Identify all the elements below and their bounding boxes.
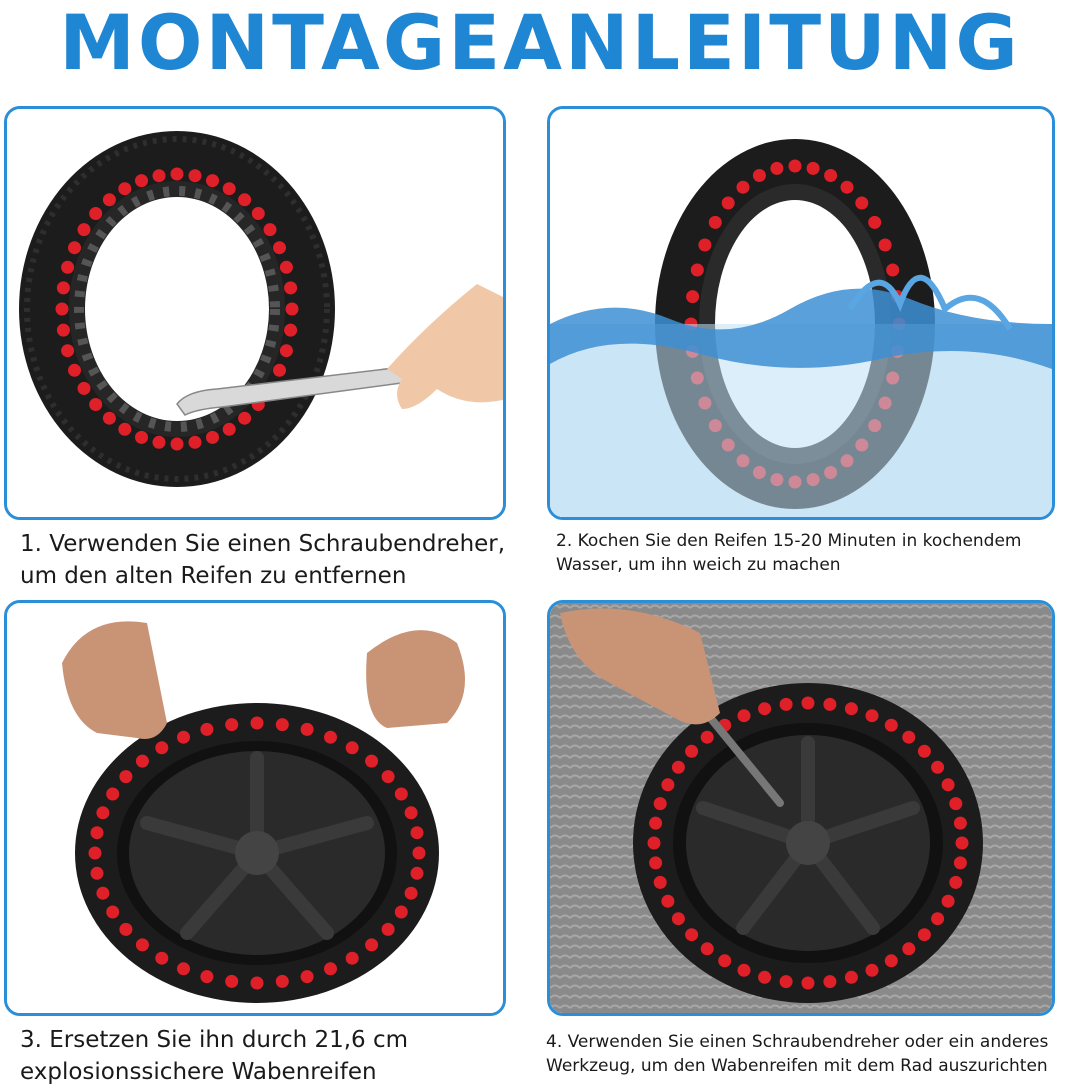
honeycomb-dot — [942, 778, 955, 791]
honeycomb-dot — [661, 778, 674, 791]
honeycomb-dot — [106, 906, 119, 919]
honeycomb-dot — [807, 162, 820, 175]
honeycomb-dot — [89, 398, 102, 411]
honeycomb-dot — [661, 895, 674, 908]
honeycomb-dot — [273, 241, 286, 254]
honeycomb-dot — [57, 324, 70, 337]
honeycomb-dot — [855, 197, 868, 210]
honeycomb-dot — [654, 876, 667, 889]
honeycomb-dot — [737, 181, 750, 194]
honeycomb-dot — [286, 303, 299, 316]
tire-removal-illustration — [7, 109, 503, 517]
honeycomb-dot — [823, 698, 836, 711]
honeycomb-tire — [19, 131, 335, 487]
honeycomb-dot — [225, 718, 238, 731]
honeycomb-dot — [770, 162, 783, 175]
honeycomb-dot — [68, 364, 81, 377]
honeycomb-dot — [649, 856, 662, 869]
honeycomb-dot — [956, 837, 969, 850]
step-1-caption — [20, 528, 540, 592]
step-3-line-1: 3. Ersetzen Sie ihn durch 21,6 cm — [20, 1027, 409, 1053]
honeycomb-dot — [273, 364, 286, 377]
honeycomb-dot — [718, 954, 731, 967]
step-4-image — [547, 600, 1055, 1016]
honeycomb-dot — [264, 223, 277, 236]
honeycomb-dot — [868, 216, 881, 229]
honeycomb-dot — [866, 709, 879, 722]
honeycomb-dot — [155, 741, 168, 754]
step-1-line-2: um den alten Reifen zu entfernen — [20, 563, 407, 589]
tire-align-illustration — [550, 603, 1052, 1013]
honeycomb-dot — [395, 788, 408, 801]
right-hand — [366, 630, 465, 728]
honeycomb-dot — [942, 895, 955, 908]
honeycomb-dot — [284, 324, 297, 337]
honeycomb-dot — [802, 697, 815, 710]
honeycomb-dot — [382, 770, 395, 783]
honeycomb-dot — [225, 975, 238, 988]
step-1-image — [4, 106, 506, 520]
honeycomb-dot — [155, 952, 168, 965]
honeycomb-dot — [918, 745, 931, 758]
honeycomb-dot — [206, 431, 219, 444]
honeycomb-dot — [802, 977, 815, 990]
honeycomb-dot — [886, 264, 899, 277]
honeycomb-dot — [672, 761, 685, 774]
honeycomb-dot — [902, 942, 915, 955]
honeycomb-dot — [89, 207, 102, 220]
honeycomb-dot — [103, 193, 116, 206]
honeycomb-dot — [56, 303, 69, 316]
honeycomb-dot — [171, 168, 184, 181]
honeycomb-dot — [89, 847, 102, 860]
honeycomb-dot — [118, 423, 131, 436]
page-title: MONTAGEANLEITUNG — [59, 0, 1021, 87]
honeycomb-dot — [885, 954, 898, 967]
honeycomb-dot — [206, 174, 219, 187]
honeycomb-dot — [866, 964, 879, 977]
honeycomb-dot — [698, 239, 711, 252]
honeycomb-dot — [78, 223, 91, 236]
honeycomb-dot — [276, 975, 289, 988]
step-2-line-1: 2. Kochen Sie den Reifen 15-20 Minuten in kochendem — [556, 531, 1022, 551]
honeycomb-dot — [845, 971, 858, 984]
honeycomb-dot — [346, 952, 359, 965]
honeycomb-dot — [411, 826, 424, 839]
honeycomb-dot — [758, 702, 771, 715]
honeycomb-dot — [654, 797, 667, 810]
honeycomb-dot — [823, 975, 836, 988]
honeycomb-dot — [324, 962, 337, 975]
honeycomb-dot — [238, 412, 251, 425]
honeycomb-dot — [91, 867, 104, 880]
honeycomb-dot — [61, 261, 74, 274]
honeycomb-dot — [649, 817, 662, 830]
honeycomb-dot — [68, 241, 81, 254]
honeycomb-dot — [722, 197, 735, 210]
honeycomb-dot — [118, 182, 131, 195]
honeycomb-dot — [78, 382, 91, 395]
honeycomb-dot — [57, 281, 70, 294]
step-2-image — [547, 106, 1055, 520]
honeycomb-dot — [284, 281, 297, 294]
honeycomb-dot — [96, 887, 109, 900]
honeycomb-dot — [709, 216, 722, 229]
honeycomb-dot — [648, 837, 661, 850]
honeycomb-dot — [189, 169, 202, 182]
honeycomb-dot — [738, 709, 751, 722]
honeycomb-dot — [252, 207, 265, 220]
honeycomb-dot — [949, 876, 962, 889]
honeycomb-dot — [346, 741, 359, 754]
step-4-line-1: 4. Verwenden Sie einen Schraubendreher oder ein anderes — [546, 1032, 1049, 1052]
step-3-caption — [20, 1024, 540, 1088]
honeycomb-dot — [177, 731, 190, 744]
honeycomb-dot — [96, 806, 109, 819]
honeycomb-dot — [824, 169, 837, 182]
honeycomb-dot — [738, 964, 751, 977]
honeycomb-dot — [153, 436, 166, 449]
honeycomb-dot — [931, 761, 944, 774]
honeycomb-dot — [918, 928, 931, 941]
honeycomb-dot — [61, 344, 74, 357]
step-3-line-2: explosionssichere Wabenreifen — [20, 1059, 377, 1085]
honeycomb-dot — [119, 923, 132, 936]
honeycomb-dot — [251, 977, 264, 990]
honeycomb-dot — [280, 261, 293, 274]
honeycomb-dot — [365, 755, 378, 768]
honeycomb-dot — [685, 745, 698, 758]
step-2-caption — [556, 529, 1076, 577]
honeycomb-dot — [171, 438, 184, 451]
honeycomb-dot — [411, 867, 424, 880]
honeycomb-dot — [845, 702, 858, 715]
step-1-line-1: 1. Verwenden Sie einen Schraubendreher, — [20, 531, 506, 557]
honeycomb-dot — [238, 193, 251, 206]
honeycomb-dot — [251, 717, 264, 730]
honeycomb-dot — [200, 970, 213, 983]
honeycomb-dot — [405, 887, 418, 900]
honeycomb-dot — [119, 770, 132, 783]
honeycomb-dot — [280, 344, 293, 357]
honeycomb-dot — [879, 239, 892, 252]
honeycomb-dot — [200, 723, 213, 736]
honeycomb-dot — [789, 160, 802, 173]
honeycomb-dot — [382, 923, 395, 936]
honeycomb-dot — [672, 912, 685, 925]
honeycomb-dot — [135, 431, 148, 444]
honeycomb-dot — [691, 264, 704, 277]
honeycomb-dot — [780, 698, 793, 711]
honeycomb-dot — [276, 718, 289, 731]
wheel — [633, 683, 983, 1003]
wheel — [75, 703, 439, 1003]
honeycomb-dot — [780, 975, 793, 988]
honeycomb-dot — [902, 731, 915, 744]
honeycomb-dot — [413, 847, 426, 860]
honeycomb-dot — [954, 817, 967, 830]
step-3-image — [4, 600, 506, 1016]
honeycomb-dot — [931, 912, 944, 925]
honeycomb-dot — [701, 731, 714, 744]
honeycomb-dot — [223, 182, 236, 195]
tire-boiling-illustration — [550, 109, 1052, 517]
honeycomb-dot — [324, 731, 337, 744]
step-2-line-2: Wasser, um ihn weich zu machen — [556, 555, 841, 575]
tire-replace-illustration — [7, 603, 503, 1013]
honeycomb-dot — [223, 423, 236, 436]
honeycomb-dot — [701, 942, 714, 955]
honeycomb-dot — [301, 970, 314, 983]
honeycomb-dot — [841, 181, 854, 194]
honeycomb-dot — [136, 938, 149, 951]
honeycomb-dot — [885, 719, 898, 732]
honeycomb-dot — [136, 755, 149, 768]
honeycomb-dot — [758, 971, 771, 984]
step-4-line-2: Werkzeug, um den Wabenreifen mit dem Rad auszurichten — [546, 1056, 1048, 1076]
step-4-caption — [546, 1030, 1080, 1078]
honeycomb-dot — [103, 412, 116, 425]
honeycomb-dot — [153, 169, 166, 182]
honeycomb-dot — [301, 723, 314, 736]
honeycomb-dot — [91, 826, 104, 839]
honeycomb-dot — [405, 806, 418, 819]
honeycomb-dot — [365, 938, 378, 951]
honeycomb-dot — [954, 856, 967, 869]
honeycomb-dot — [686, 290, 699, 303]
honeycomb-dot — [395, 906, 408, 919]
honeycomb-dot — [135, 174, 148, 187]
honeycomb-dot — [189, 436, 202, 449]
honeycomb-dot — [106, 788, 119, 801]
honeycomb-dot — [753, 169, 766, 182]
honeycomb-dot — [177, 962, 190, 975]
honeycomb-dot — [685, 928, 698, 941]
honeycomb-dot — [949, 797, 962, 810]
